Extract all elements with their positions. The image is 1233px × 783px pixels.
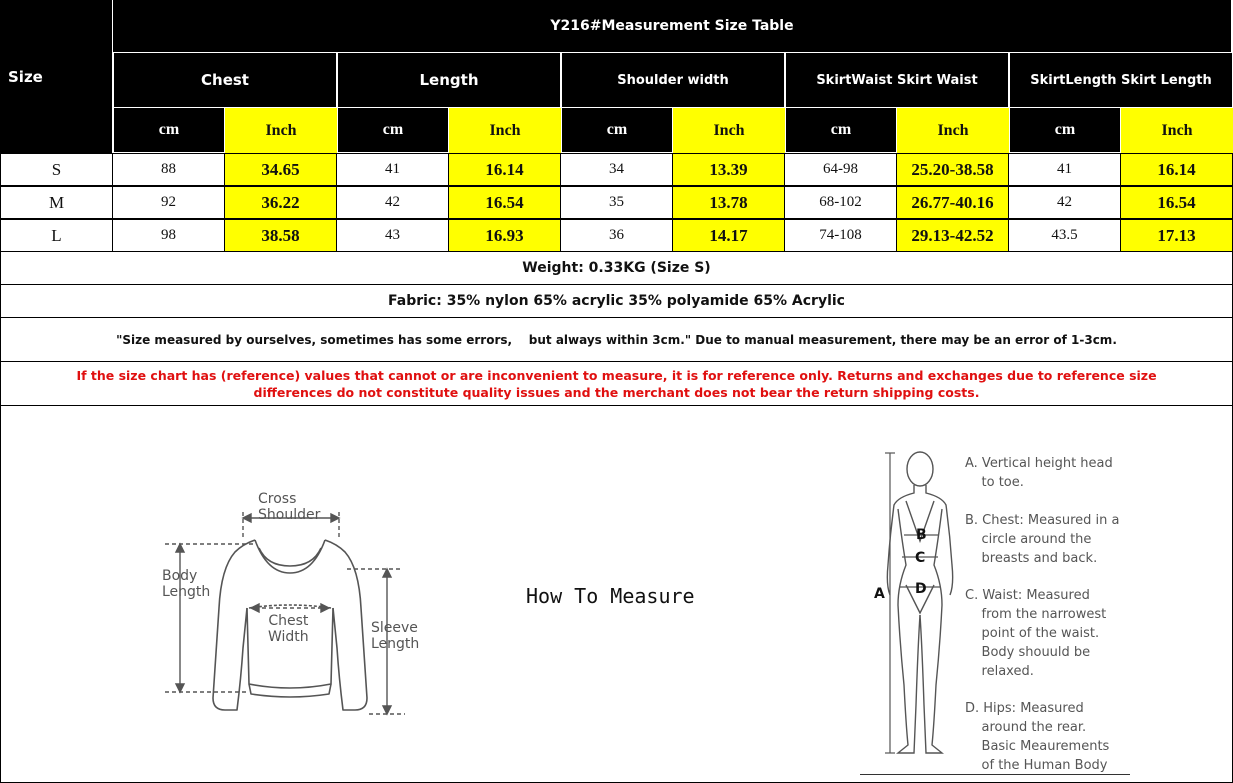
cm-value-cell: 98 — [113, 219, 225, 252]
fabric-note: Fabric: 35% nylon 65% acrylic 35% polyamide 65% Acrylic — [0, 285, 1233, 318]
sleeve-length-label: Sleeve Length — [371, 620, 420, 652]
group-header: SkirtLength Skirt Length — [1009, 52, 1233, 108]
cm-value-cell: 43.5 — [1009, 219, 1121, 252]
cm-value-cell: 74-108 — [785, 219, 897, 252]
group-header: Chest — [113, 52, 337, 108]
unit-cm-header: cm — [785, 108, 897, 153]
inch-value-cell: 13.78 — [673, 186, 785, 219]
legend-item-a: A. Vertical height head to toe. — [965, 456, 1113, 490]
inch-value-cell: 38.58 — [225, 219, 337, 252]
unit-cm-header: cm — [337, 108, 449, 153]
size-row-label: L — [0, 219, 113, 252]
table-title: Y216#Measurement Size Table — [550, 18, 794, 34]
body-length-label: Body Length — [162, 568, 211, 600]
inch-value-cell: 16.14 — [1121, 153, 1233, 186]
unit-inch-header: Inch — [225, 108, 337, 153]
unit-inch-header: Inch — [673, 108, 785, 153]
inch-value-cell: 16.14 — [449, 153, 561, 186]
inch-value-cell: 29.13-42.52 — [897, 219, 1009, 252]
inch-value-cell: 34.65 — [225, 153, 337, 186]
body-label-d: D — [915, 581, 927, 597]
cm-value-cell: 35 — [561, 186, 673, 219]
size-header-cell — [0, 0, 112, 153]
legend-item-b: B. Chest: Measured in a circle around the breasts and back. — [965, 513, 1120, 566]
cm-value-cell: 34 — [561, 153, 673, 186]
cm-value-cell: 88 — [113, 153, 225, 186]
unit-cm-header: cm — [561, 108, 673, 153]
inch-value-cell: 17.13 — [1121, 219, 1233, 252]
legend-underline — [860, 774, 1130, 775]
unit-inch-header: Inch — [897, 108, 1009, 153]
inch-value-cell: 25.20-38.58 — [897, 153, 1009, 186]
cm-value-cell: 68-102 — [785, 186, 897, 219]
legend-item-d: D. Hips: Measured around the rear. Basic Meaurements of the Human Body — [965, 701, 1110, 773]
inch-value-cell: 26.77-40.16 — [897, 186, 1009, 219]
cm-value-cell: 92 — [113, 186, 225, 219]
cm-value-cell: 42 — [1009, 186, 1121, 219]
inch-value-cell: 16.93 — [449, 219, 561, 252]
group-header: SkirtWaist Skirt Waist — [785, 52, 1009, 108]
inch-value-cell: 36.22 — [225, 186, 337, 219]
body-figure-diagram — [868, 445, 968, 765]
size-row-label: M — [0, 186, 113, 219]
inch-value-cell: 16.54 — [1121, 186, 1233, 219]
size-row-label: S — [0, 153, 113, 186]
weight-note: Weight: 0.33KG (Size S) — [0, 252, 1233, 285]
cm-value-cell: 36 — [561, 219, 673, 252]
unit-inch-header: Inch — [1121, 108, 1233, 153]
unit-inch-header: Inch — [449, 108, 561, 153]
chest-width-label: Chest Width — [268, 613, 309, 645]
legend-item-c: C. Waist: Measured from the narrowest point of the waist. Body shouuld be relaxed. — [965, 588, 1107, 679]
inch-value-cell: 13.39 — [673, 153, 785, 186]
cm-value-cell: 41 — [337, 153, 449, 186]
unit-cm-header: cm — [1009, 108, 1121, 153]
inch-value-cell: 16.54 — [449, 186, 561, 219]
cm-value-cell: 42 — [337, 186, 449, 219]
size-header-label: Size — [8, 67, 43, 86]
inch-value-cell: 14.17 — [673, 219, 785, 252]
disclaimer-note: "Size measured by ourselves, sometimes has some errors, but always within 3cm." Due to manual measurement, there may be an error of 1-3cm. — [0, 318, 1233, 362]
table-title-cell — [113, 0, 1231, 52]
body-label-c: C — [915, 550, 926, 566]
cm-value-cell: 41 — [1009, 153, 1121, 186]
unit-cm-header: cm — [113, 108, 225, 153]
body-label-a: A — [874, 586, 885, 602]
cross-shoulder-label: Cross Shoulder — [258, 491, 321, 523]
cm-value-cell: 64-98 — [785, 153, 897, 186]
warning-note: If the size chart has (reference) values that cannot or are inconvenient to measure, it is for reference only. Returns and exchanges due to reference size differences do not constitute quality issues and the merchant does not bear the return shipping costs. — [0, 362, 1233, 406]
group-header: Length — [337, 52, 561, 108]
how-to-measure-title: How To Measure — [526, 584, 695, 608]
group-header: Shoulder width — [561, 52, 785, 108]
body-label-b: B — [916, 527, 927, 543]
cm-value-cell: 43 — [337, 219, 449, 252]
